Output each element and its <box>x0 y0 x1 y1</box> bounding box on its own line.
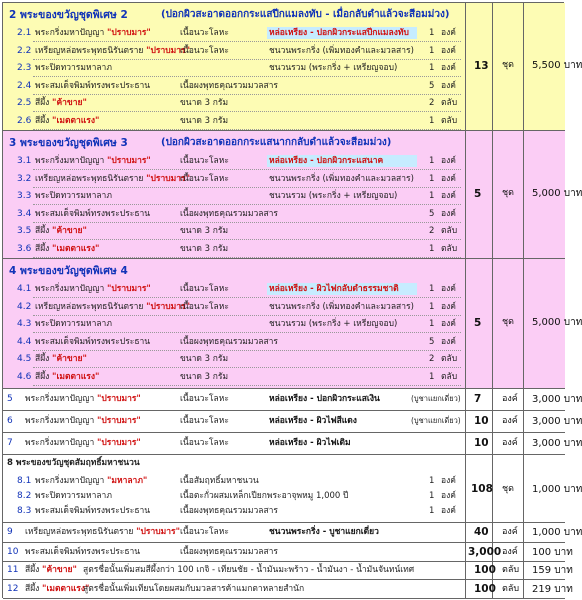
column-divider <box>492 411 493 432</box>
sec3-item-no: 3.1 <box>17 156 32 166</box>
sec4-item-no: 4.3 <box>17 319 32 329</box>
sec3-item-qty: 1 <box>429 173 435 184</box>
sec8-item-qty: 1 <box>429 506 435 516</box>
row-rule <box>33 41 461 42</box>
row6-price: 3,000 บาท <box>532 416 582 427</box>
sec2-item-qty: 1 <box>429 45 435 56</box>
sec2-item-unit: องค์ <box>441 28 456 38</box>
sec2-item-no: 2.6 <box>17 115 32 126</box>
sec8-item-name: พระกริ่งมหาปัญญา "มหาลาภ" <box>35 476 148 486</box>
item-name-highlight: "ปราบมาร" <box>146 301 191 312</box>
sec3-item-unit: องค์ <box>441 208 456 219</box>
sec4-section <box>3 259 582 389</box>
sec3-item-unit: องค์ <box>441 156 456 166</box>
sec8-price: 1,000 บาท <box>532 484 582 495</box>
sec4-item-unit: ตลับ <box>441 354 458 364</box>
column-divider <box>465 131 466 258</box>
sec2-item-no: 2.3 <box>17 63 32 73</box>
row9-material: เนื้อนวะโลหะ <box>180 527 229 537</box>
sec3-item-name: สีผึ้ง "เมตตาแรง" <box>35 243 100 254</box>
sec4-item-no: 4.1 <box>17 284 32 294</box>
row-rule <box>33 332 461 333</box>
sec3-item-unit: องค์ <box>441 191 456 201</box>
row7-price: 3,000 บาท <box>532 438 582 449</box>
column-divider <box>465 433 466 454</box>
sec4-item-qty: 1 <box>429 301 435 312</box>
sec3-note: (ปอกผิวสะอาดออกกระแสนากกลับดำแล้วจะสีอมม่วง) <box>161 137 392 148</box>
sec2-item-unit: ตลับ <box>441 98 458 108</box>
sec2-item-name: พระกริ่งมหาปัญญา "ปราบมาร" <box>35 28 151 38</box>
row10-no: 10 <box>7 546 19 557</box>
sec3-price: 5,000 บาท <box>532 188 582 199</box>
price-list-sheet <box>2 2 582 598</box>
row-rule <box>33 169 461 170</box>
sec4-set-unit: ชุด <box>502 317 514 327</box>
sec4-item-no: 4.2 <box>17 301 32 312</box>
sec3-item-material: เนื้อผงพุทธคุณรวมมวลสาร <box>180 208 278 219</box>
column-divider <box>523 3 524 130</box>
sec8-item-qty: 1 <box>429 491 435 501</box>
row11-material: สูตรชื่อนั้นเพิ่มสมสีผึ้งกว่า 100 เกจิ - เทียนชัย - น้ำมันมะพร้าว - น้ำมันงา - น้ำมันจันทน์เทศ <box>83 565 415 575</box>
column-divider <box>465 455 466 522</box>
item-name-highlight: "ปราบมาร" <box>106 156 151 166</box>
sec3-item-unit: ตลับ <box>441 243 458 254</box>
sec8-item-material: เนื้อสัมฤทธิ์มหาชนวน <box>180 476 259 486</box>
row12-no: 12 <box>7 583 19 594</box>
sec8-item-unit: องค์ <box>441 491 456 501</box>
row-rule <box>33 385 461 386</box>
row12-price: 219 บาท <box>532 583 573 595</box>
sec2-item-name: สีผึ้ง "เมตตาแรง" <box>35 115 100 126</box>
row9-desc: ชนวนพระกริ่ง - บูชาแยกเดี่ยว <box>269 527 379 537</box>
row6-unit: องค์ <box>502 416 518 426</box>
sec8-item-unit: องค์ <box>441 476 456 486</box>
row-rule <box>33 76 461 77</box>
row9-unit: องค์ <box>502 527 518 537</box>
item-name-highlight: "ค้าขาย" <box>52 226 87 236</box>
row-rule <box>33 297 461 298</box>
sec8-set-qty: 108 <box>471 483 493 495</box>
column-divider <box>523 580 524 598</box>
item-name-highlight: "เมตตาแรง" <box>52 371 100 382</box>
sec2-item-unit: องค์ <box>441 80 456 91</box>
sec2-section <box>3 3 582 131</box>
sec8-item-qty: 1 <box>429 476 435 486</box>
sec2-item-unit: องค์ <box>441 63 456 73</box>
sec3-set-unit: ชุด <box>502 188 514 198</box>
sec4-item-detail: ชนวนรวม (พระกริ่ง + เหรียญจอบ) <box>269 319 398 329</box>
sec4-item-qty: 1 <box>429 284 435 294</box>
row10-row <box>3 543 573 562</box>
row10-material: เนื้อผงพุทธคุณรวมมวลสาร <box>180 546 278 557</box>
sec8-item-name: พระปิดทวารมหาลาภ <box>35 491 112 501</box>
row11-row <box>3 562 573 580</box>
sec4-item-name: พระกริ่งมหาปัญญา "ปราบมาร" <box>35 284 151 294</box>
sec4-item-unit: องค์ <box>441 284 456 294</box>
row12-name: สีผึ้ง "เมตตาแรง" <box>25 583 90 594</box>
sec3-item-no: 3.2 <box>17 173 32 184</box>
sec3-item-no: 3.6 <box>17 243 32 254</box>
sec4-item-name: พระสมเด็จพิมพ์ทรงพระประธาน <box>35 336 151 347</box>
row9-price: 1,000 บาท <box>532 527 582 538</box>
row9-name: เหรียญหล่อพระพุทธนิรันตราย "ปราบมาร" <box>25 527 181 537</box>
row5-name: พระกริ่งมหาปัญญา "ปราบมาร" <box>25 394 141 404</box>
row6-extra: (บูชาแยกเดี่ยว) <box>411 416 461 425</box>
sec3-item-name: เหรียญหล่อพระพุทธนิรันตราย "ปราบมาร" <box>35 173 191 184</box>
item-name-highlight: "ค้าขาย" <box>42 565 77 575</box>
row5-material: เนื้อนวะโลหะ <box>180 394 229 404</box>
sec8-section <box>3 455 582 523</box>
sec3-item-name: พระปิดทวารมหาลาภ <box>35 191 112 201</box>
sec3-item-qty: 1 <box>429 191 435 201</box>
column-divider <box>523 543 524 561</box>
sec2-item-qty: 1 <box>429 115 435 126</box>
sec4-title: 4 พระของขวัญชุดพิเศษ 4 <box>9 265 128 277</box>
item-name-highlight: "ปราบมาร" <box>136 527 181 537</box>
sec2-item-material: เนื้อนวะโลหะ <box>180 45 229 56</box>
sec4-set-qty: 5 <box>474 317 482 329</box>
row7-no: 7 <box>7 438 13 448</box>
sec2-item-no: 2.4 <box>17 80 32 91</box>
sec3-item-unit: องค์ <box>441 173 456 184</box>
sec3-item-name: พระสมเด็จพิมพ์ทรงพระประธาน <box>35 208 151 219</box>
sec4-item-unit: องค์ <box>441 319 456 329</box>
sec3-item-material: เนื้อนวะโลหะ <box>180 173 229 184</box>
item-name-highlight: "ปราบมาร" <box>106 28 151 38</box>
sec4-item-unit: องค์ <box>441 336 456 347</box>
row-rule <box>33 111 461 112</box>
sec2-item-no: 2.1 <box>17 28 32 38</box>
row-rule <box>33 187 461 188</box>
column-divider <box>523 455 524 522</box>
sec4-item-qty: 2 <box>429 354 435 364</box>
row6-desc: หล่อเหรียง - ผิวไฟสีแดง <box>269 416 357 426</box>
column-divider <box>523 411 524 432</box>
sec2-item-material: เนื้อนวะโลหะ <box>180 28 229 38</box>
row5-desc: หล่อเหรียง - ปอกผิวกระแสเงิน <box>269 394 380 404</box>
column-divider <box>523 433 524 454</box>
column-divider <box>465 580 466 598</box>
row6-no: 6 <box>7 416 13 426</box>
sec3-item-finish: หล่อเหรียง - ปอกผิวกระแสนาค <box>269 156 384 166</box>
sec2-item-finish: หล่อเหรียง - ปอกผิวกระแสปีกแมลงทับ <box>269 28 409 38</box>
sec2-item-detail: ชนวนรวม (พระกริ่ง + เหรียญจอบ) <box>269 63 398 73</box>
row9-no: 9 <box>7 527 13 537</box>
item-name-highlight: "ปราบมาร" <box>106 284 151 294</box>
column-divider <box>492 131 493 258</box>
sec4-item-qty: 5 <box>429 336 435 347</box>
row7-qty: 10 <box>474 437 489 449</box>
row11-name: สีผึ้ง "ค้าขาย" <box>25 565 77 575</box>
row10-unit: องค์ <box>502 546 518 557</box>
column-divider <box>523 131 524 258</box>
sec3-item-no: 3.5 <box>17 226 32 236</box>
column-divider <box>523 389 524 410</box>
row12-material: สูตรชื่อนั้นเพิ่มเทียนโดยผสมกับมวลสารค้าแมกตาหลายสำนัก <box>83 583 305 594</box>
row11-no: 11 <box>7 565 19 575</box>
column-divider <box>465 411 466 432</box>
sec4-item-name: สีผึ้ง "ค้าขาย" <box>35 354 87 364</box>
sec4-item-material: ขนาด 3 กรัม <box>180 354 229 364</box>
sec4-item-name: เหรียญหล่อพระพุทธนิรันตราย "ปราบมาร" <box>35 301 191 312</box>
column-divider <box>465 389 466 410</box>
row6-material: เนื้อนวะโลหะ <box>180 416 229 426</box>
sec2-item-unit: องค์ <box>441 45 456 56</box>
item-name-highlight: "เมตตาแรง" <box>52 115 100 126</box>
sec3-item-name: พระกริ่งมหาปัญญา "ปราบมาร" <box>35 156 151 166</box>
sec2-item-qty: 1 <box>429 28 435 38</box>
sec8-item-material: เนื้อตะกั่วผสมเหล็กเปียกพระอาจุพหมู 1,000 ปี <box>180 491 349 501</box>
row5-row <box>3 389 582 411</box>
column-divider <box>492 259 493 388</box>
item-name-highlight: "ค้าขาย" <box>52 354 87 364</box>
sec2-item-material: ขนาด 3 กรัม <box>180 98 229 108</box>
sec4-item-detail: ชนวนพระกริ่ง (เพิ่มทองคำและมวลสาร) <box>269 301 414 312</box>
sec2-item-name: สีผึ้ง "ค้าขาย" <box>35 98 87 108</box>
column-divider <box>465 259 466 388</box>
sec2-item-qty: 1 <box>429 63 435 73</box>
sec2-price: 5,500 บาท <box>532 60 582 71</box>
sec3-item-unit: ตลับ <box>441 226 458 236</box>
sec2-set-qty: 13 <box>474 60 489 72</box>
sec4-item-unit: องค์ <box>441 301 456 312</box>
sec8-title: 8 พระของขวัญชุดสัมฤทธิ์มหาชนวน <box>7 458 140 468</box>
sec2-item-detail: ชนวนพระกริ่ง (เพิ่มทองคำและมวลสาร) <box>269 45 414 56</box>
column-divider <box>492 433 493 454</box>
row-rule <box>33 204 461 205</box>
item-name-highlight: "ปราบมาร" <box>146 45 191 56</box>
sec4-item-qty: 1 <box>429 319 435 329</box>
item-name-highlight: "ค้าขาย" <box>52 98 87 108</box>
row-rule <box>33 239 461 240</box>
item-name-highlight: "ปราบมาร" <box>96 416 141 426</box>
sec3-item-qty: 1 <box>429 156 435 166</box>
sec4-item-finish: หล่อเหรียง - ผิวไฟกลับดำธรรมชาติ <box>269 284 399 294</box>
sec3-item-material: ขนาด 3 กรัม <box>180 226 229 236</box>
sec2-item-qty: 5 <box>429 80 435 91</box>
sec3-item-qty: 2 <box>429 226 435 236</box>
row-rule <box>33 94 461 95</box>
column-divider <box>523 523 524 542</box>
row10-price: 100 บาท <box>532 546 573 558</box>
row10-qty: 3,000 <box>468 545 502 558</box>
sec3-title: 3 พระของขวัญชุดพิเศษ 3 <box>9 137 128 149</box>
row11-price: 159 บาท <box>532 565 573 576</box>
sec3-item-no: 3.3 <box>17 191 32 201</box>
sec4-item-material: เนื้อผงพุทธคุณรวมมวลสาร <box>180 336 278 347</box>
row-rule <box>33 59 461 60</box>
sec8-item-no: 8.2 <box>17 491 32 501</box>
column-divider <box>465 543 466 561</box>
row7-material: เนื้อนวะโลหะ <box>180 438 229 448</box>
sec3-item-detail: ชนวนรวม (พระกริ่ง + เหรียญจอบ) <box>269 191 398 201</box>
sec3-item-qty: 1 <box>429 243 435 254</box>
column-divider <box>523 259 524 388</box>
sec2-item-unit: ตลับ <box>441 115 458 126</box>
sec4-item-no: 4.5 <box>17 354 32 364</box>
sec4-item-material: เนื้อนวะโลหะ <box>180 301 229 312</box>
sec2-item-material: ขนาด 3 กรัม <box>180 115 229 126</box>
sec4-item-no: 4.4 <box>17 336 32 347</box>
row7-row <box>3 433 582 455</box>
row6-qty: 10 <box>474 415 489 427</box>
row-rule <box>33 350 461 351</box>
sec3-item-material: ขนาด 3 กรัม <box>180 243 229 254</box>
sec2-item-no: 2.5 <box>17 98 32 108</box>
row-rule <box>33 315 461 316</box>
row7-unit: องค์ <box>502 438 518 448</box>
column-divider <box>465 562 466 579</box>
row5-extra: (บูชาแยกเดี่ยว) <box>411 394 461 403</box>
sec4-item-no: 4.6 <box>17 371 32 382</box>
sec2-item-name: พระปิดทวารมหาลาภ <box>35 63 112 73</box>
row11-unit: ตลับ <box>502 565 520 575</box>
row5-price: 3,000 บาท <box>532 394 582 405</box>
row6-name: พระกริ่งมหาปัญญา "ปราบมาร" <box>25 416 141 426</box>
row6-row <box>3 411 582 433</box>
row12-unit: ตลับ <box>502 583 520 594</box>
row-rule <box>33 367 461 368</box>
column-divider <box>523 562 524 579</box>
sec3-item-material: เนื้อนวะโลหะ <box>180 156 229 166</box>
sec2-item-name: เหรียญหล่อพระพุทธนิรันตราย "ปราบมาร" <box>35 45 191 56</box>
item-name-highlight: "เมตตาแรง" <box>42 583 90 594</box>
item-name-highlight: "ปราบมาร" <box>146 173 191 184</box>
sec3-set-qty: 5 <box>474 188 482 200</box>
sec2-item-name: พระสมเด็จพิมพ์ทรงพระประธาน <box>35 80 151 91</box>
row9-qty: 40 <box>474 526 489 538</box>
item-name-highlight: "ปราบมาร" <box>96 394 141 404</box>
row11-qty: 100 <box>474 564 496 576</box>
sec4-price: 5,000 บาท <box>532 317 582 328</box>
row5-qty: 7 <box>474 393 482 405</box>
column-divider <box>492 523 493 542</box>
row5-no: 5 <box>7 394 13 404</box>
sec3-section <box>3 131 582 259</box>
sec4-item-name: พระปิดทวารมหาลาภ <box>35 319 112 329</box>
row-rule <box>33 222 461 223</box>
sec4-item-name: สีผึ้ง "เมตตาแรง" <box>35 371 100 382</box>
sec8-item-no: 8.1 <box>17 476 32 486</box>
sec2-item-no: 2.2 <box>17 45 32 56</box>
row7-name: พระกริ่งมหาปัญญา "ปราบมาร" <box>25 438 141 448</box>
row10-name: พระสมเด็จพิมพ์ทรงพระประธาน <box>25 546 141 557</box>
sec3-item-name: สีผึ้ง "ค้าขาย" <box>35 226 87 236</box>
sec4-item-unit: ตลับ <box>441 371 458 382</box>
sec8-item-unit: องค์ <box>441 506 456 516</box>
item-name-highlight: "มหาลาภ" <box>106 476 148 486</box>
row12-row <box>3 580 573 599</box>
sec8-set-unit: ชุด <box>502 484 514 494</box>
sec2-item-material: เนื้อผงพุทธคุณรวมมวลสาร <box>180 80 278 91</box>
sec2-set-unit: ชุด <box>502 60 514 70</box>
sec2-note: (ปอกผิวสะอาดออกกระแสปีกแมลงทับ - เมื่อกลับดำแล้วจะสีอมม่วง) <box>161 9 450 20</box>
column-divider <box>492 3 493 130</box>
sec8-item-name: พระสมเด็จพิมพ์ทรงพระประธาน <box>35 506 151 516</box>
sec3-item-no: 3.4 <box>17 208 32 219</box>
sec8-item-no: 8.3 <box>17 506 32 516</box>
row12-qty: 100 <box>474 582 496 595</box>
sec4-item-qty: 1 <box>429 371 435 382</box>
row7-desc: หล่อเหรียง - ผิวไฟเดิม <box>269 438 351 448</box>
row-rule <box>33 129 461 130</box>
row9-row <box>3 523 582 543</box>
sec3-item-detail: ชนวนพระกริ่ง (เพิ่มทองคำและมวลสาร) <box>269 173 414 184</box>
sec2-item-qty: 2 <box>429 98 435 108</box>
sec3-item-qty: 5 <box>429 208 435 219</box>
column-divider <box>465 523 466 542</box>
sec8-item-material: เนื้อผงพุทธคุณรวมมวลสาร <box>180 506 278 516</box>
sec4-item-material: เนื้อนวะโลหะ <box>180 284 229 294</box>
item-name-highlight: "ปราบมาร" <box>96 438 141 448</box>
column-divider <box>492 389 493 410</box>
sec4-item-material: ขนาด 3 กรัม <box>180 371 229 382</box>
item-name-highlight: "เมตตาแรง" <box>52 243 100 254</box>
column-divider <box>465 3 466 130</box>
row5-unit: องค์ <box>502 394 518 404</box>
row-rule <box>33 257 461 258</box>
sec2-title: 2 พระของขวัญชุดพิเศษ 2 <box>9 9 128 21</box>
